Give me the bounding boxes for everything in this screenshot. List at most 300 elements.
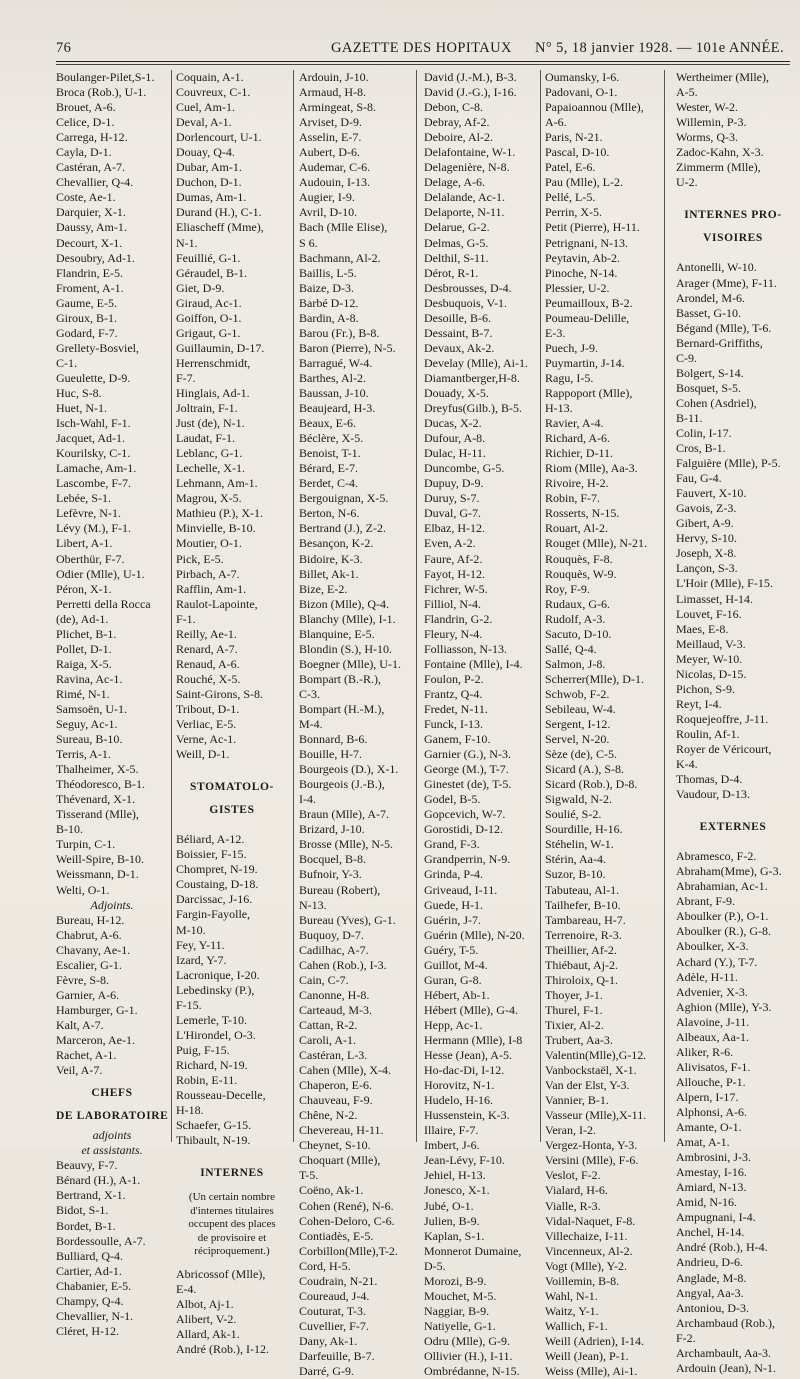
name-entry: Oumansky, I-6. bbox=[545, 70, 620, 84]
name-entry: Minvielle, B-10. bbox=[176, 521, 256, 536]
name-entry: Plessier, U-2. bbox=[545, 280, 610, 295]
name-entry: Daussy, Am-1. bbox=[56, 220, 127, 235]
section-subheading: et assistants. bbox=[81, 1143, 143, 1158]
name-entry: Sergent, I-12. bbox=[545, 717, 611, 732]
name-entry: Just (de), N-1. bbox=[176, 416, 245, 431]
name-entry: Bordessoulle, A-7. bbox=[56, 1233, 146, 1248]
name-entry: Kalt, A-7. bbox=[56, 1017, 104, 1032]
name-entry: C-9. bbox=[676, 350, 697, 365]
name-entry: Weissmann, D-1. bbox=[56, 867, 139, 882]
name-entry: Riom (Mlle), Aa-3. bbox=[545, 461, 638, 476]
name-entry: Chevallier, Q-4. bbox=[56, 175, 134, 190]
name-entry: Giroux, B-1. bbox=[56, 310, 117, 325]
name-entry: Ardouin (Jean), N-1. bbox=[676, 1360, 776, 1375]
name-entry: Rimé, N-1. bbox=[56, 686, 110, 701]
name-entry: Baron (Pierre), N-5. bbox=[299, 340, 396, 355]
name-entry: Falguière (Mlle), P-5. bbox=[676, 456, 781, 471]
name-entry: Abraham(Mme), G-3. bbox=[676, 864, 782, 879]
name-entry: Abrahamian, Ac-1. bbox=[676, 879, 768, 894]
name-entry: Guillaumin, D-17. bbox=[176, 340, 265, 355]
name-entry: Boegner (Mlle), U-1. bbox=[299, 656, 401, 671]
name-entry: Cheynet, S-10. bbox=[299, 1138, 371, 1153]
name-entry: Anglade, M-8. bbox=[676, 1270, 747, 1285]
name-entry: Ambrosini, J-3. bbox=[676, 1150, 751, 1165]
header-rule-thick bbox=[56, 61, 790, 62]
name-entry: Rouquès, F-8. bbox=[545, 551, 613, 566]
name-entry: Duncombe, G-5. bbox=[424, 461, 505, 476]
name-entry: Debray, Af-2. bbox=[424, 115, 490, 130]
name-entry: Chauveau, F-9. bbox=[299, 1093, 373, 1108]
name-entry: Alphonsi, A-6. bbox=[676, 1105, 748, 1119]
name-entry: Veslot, F-2. bbox=[545, 1168, 601, 1183]
name-entry: Alivisatos, F-1. bbox=[676, 1059, 751, 1074]
name-entry: Paris, N-21. bbox=[545, 130, 603, 145]
name-entry: Soulié, S-2. bbox=[545, 807, 602, 822]
name-entry: Blanchy (Mlle), I-1. bbox=[299, 611, 396, 626]
name-entry: Billet, Ak-1. bbox=[299, 566, 359, 581]
name-entry: Stéhelin, W-1. bbox=[545, 837, 614, 852]
name-entry: Poumeau-Delille, bbox=[545, 310, 630, 325]
name-entry: Bufnoir, Y-3. bbox=[299, 867, 362, 882]
name-entry: Saint-Girons, S-8. bbox=[176, 686, 263, 701]
column-divider bbox=[540, 70, 541, 1142]
name-entry: Natiyelle, G-1. bbox=[424, 1318, 496, 1333]
name-entry: Delthil, S-11. bbox=[424, 250, 489, 265]
name-entry: E-4. bbox=[176, 1281, 197, 1296]
name-entry: Herrenschmidt, bbox=[176, 355, 251, 370]
name-entry: Beaujeard, H-3. bbox=[299, 401, 376, 416]
name-entry: C-1. bbox=[56, 355, 77, 370]
name-entry: Delarue, G-2. bbox=[424, 220, 490, 235]
name-entry: Ho-dac-Di, I-12. bbox=[424, 1063, 505, 1078]
name-entry: Champy, Q-4. bbox=[56, 1293, 124, 1308]
name-entry: Van der Elst, Y-3. bbox=[545, 1078, 630, 1093]
name-entry: André (Rob.), I-12. bbox=[176, 1342, 269, 1357]
name-entry: Barbé D-12. bbox=[299, 295, 359, 310]
name-entry: Abramesco, F-2. bbox=[676, 849, 757, 864]
name-entry: Papaioannou (Mlle), bbox=[545, 100, 644, 115]
name-entry: Allard, Ak-1. bbox=[176, 1326, 240, 1341]
name-entry: L'Hoir (Mlle), F-15. bbox=[676, 576, 773, 591]
name-entry: Berdet, C-4. bbox=[299, 476, 358, 491]
name-entry: Desbrousses, D-4. bbox=[424, 280, 512, 295]
name-entry: F-1. bbox=[176, 611, 196, 626]
name-entry: Valentin(Mlle),G-12. bbox=[545, 1048, 647, 1063]
name-entry: Gorostidi, D-12. bbox=[424, 822, 503, 837]
name-entry: Allouche, P-1. bbox=[676, 1074, 746, 1089]
name-entry: Archambaud (Rob.), bbox=[676, 1315, 775, 1330]
name-entry: Lefèvre, N-1. bbox=[56, 506, 121, 521]
section-heading: EXTERNES bbox=[699, 821, 767, 834]
name-entry: Dérot, R-1. bbox=[424, 265, 479, 280]
name-entry: Desoubry, Ad-1. bbox=[56, 250, 135, 265]
name-entry: Rouquès, W-9. bbox=[545, 566, 617, 581]
name-entry: Bach (Mlle Elise), bbox=[299, 220, 388, 235]
name-entry: Meyer, W-10. bbox=[676, 651, 743, 666]
name-entry: Pellé, L-5. bbox=[545, 190, 596, 205]
name-entry: Bardin, A-8. bbox=[299, 310, 359, 325]
name-entry: Rouché, X-5. bbox=[176, 671, 241, 686]
name-entry: Cartier, Ad-1. bbox=[56, 1263, 122, 1278]
issue-info: N° 5, 18 janvier 1928. — 101e ANNÉE. bbox=[535, 40, 784, 56]
name-entry: Avril, D-10. bbox=[299, 205, 358, 220]
name-entry: Reyt, I-4. bbox=[676, 696, 722, 711]
name-entry: Weill-Spire, B-10. bbox=[56, 852, 145, 867]
name-entry: Thévenard, X-1. bbox=[56, 792, 135, 807]
name-entry: Rouart, Al-2. bbox=[545, 521, 608, 536]
name-entry: Verne, Ac-1. bbox=[176, 732, 237, 747]
name-entry: Audouin, I-13. bbox=[299, 175, 370, 190]
name-entry: Braun (Mlle), A-7. bbox=[299, 807, 389, 822]
name-entry: Antoniou, D-3. bbox=[676, 1300, 749, 1315]
name-entry: Lechelle, X-1. bbox=[176, 461, 245, 476]
name-entry: Gibert, A-9. bbox=[676, 516, 734, 531]
name-entry: Vaudour, D-13. bbox=[676, 787, 750, 802]
spacer bbox=[176, 762, 288, 772]
name-entry: Bureau, H-12. bbox=[56, 912, 125, 927]
name-entry: Puig, F-15. bbox=[176, 1042, 230, 1057]
name-entry: Weill, D-1. bbox=[176, 747, 230, 762]
name-entry: Bernard-Griffiths, bbox=[676, 335, 763, 350]
name-entry: Roulin, Af-1. bbox=[676, 726, 740, 741]
name-entry: (de), Ad-1. bbox=[56, 611, 109, 626]
name-entry: Rappoport (Mlle), bbox=[545, 385, 633, 400]
name-entry: Seguy, Ac-1. bbox=[56, 717, 118, 732]
name-entry: Bocquel, B-8. bbox=[299, 852, 366, 867]
name-entry: Frantz, Q-4. bbox=[424, 686, 483, 701]
name-entry: Robin, F-7. bbox=[545, 491, 601, 506]
name-entry: Beaux, E-6. bbox=[299, 416, 356, 431]
name-entry: Arager (Mme), F-11. bbox=[676, 275, 777, 290]
name-entry: Douady, X-5. bbox=[424, 385, 489, 400]
name-entry: Wahl, N-1. bbox=[545, 1288, 598, 1303]
name-entry: Mouchet, M-5. bbox=[424, 1288, 497, 1303]
name-entry: Fichrer, W-5. bbox=[424, 581, 488, 596]
section-heading: INTERNES bbox=[200, 1167, 264, 1180]
name-entry: Chompret, N-19. bbox=[176, 862, 258, 877]
spacer bbox=[676, 839, 790, 849]
name-entry: Carteaud, M-3. bbox=[299, 1002, 372, 1017]
name-entry: Veil, A-7. bbox=[56, 1063, 103, 1078]
name-entry: Vergez-Honta, Y-3. bbox=[545, 1138, 638, 1153]
name-entry: Abrant, F-9. bbox=[676, 894, 735, 909]
column-6 bbox=[676, 70, 790, 1376]
name-entry: Joseph, X-8. bbox=[676, 546, 737, 561]
name-entry: Grandperrin, N-9. bbox=[424, 852, 511, 867]
name-entry: Choquart (Mlle), bbox=[299, 1153, 381, 1168]
name-entry: A-5. bbox=[676, 85, 698, 100]
name-entry: Archambault, Aa-3. bbox=[676, 1345, 771, 1360]
name-entry: Cohen (Asdriel), bbox=[676, 395, 757, 410]
name-entry: Duruy, S-7. bbox=[424, 491, 480, 506]
name-entry: Joltrain, F-1. bbox=[176, 401, 238, 416]
name-entry: Illaire, F-7. bbox=[424, 1123, 479, 1138]
name-entry: Delagenière, N-8. bbox=[424, 160, 510, 175]
name-entry: Elbaz, H-12. bbox=[424, 521, 485, 536]
name-entry: Jonesco, X-1. bbox=[424, 1183, 490, 1198]
name-entry: Peumailloux, B-2. bbox=[545, 295, 633, 310]
name-entry: Mathieu (P.), X-1. bbox=[176, 506, 263, 521]
name-entry: Pirbach, A-7. bbox=[176, 566, 240, 581]
name-entry: Richard, A-6. bbox=[545, 431, 610, 446]
name-entry: Couturat, T-3. bbox=[299, 1303, 367, 1318]
name-entry: Tabuteau, Al-1. bbox=[545, 882, 620, 897]
page-header bbox=[56, 40, 788, 62]
name-entry: Ragu, I-5. bbox=[545, 370, 594, 385]
name-entry: Lehmann, Am-1. bbox=[176, 476, 258, 491]
name-entry: Delaporte, N-11. bbox=[424, 205, 505, 220]
name-entry: U-2. bbox=[676, 175, 698, 190]
name-entry: Turpin, C-1. bbox=[56, 837, 116, 852]
name-entry: Armaud, H-8. bbox=[299, 85, 366, 100]
name-entry: Robin, E-11. bbox=[176, 1073, 238, 1087]
name-entry: George (M.), T-7. bbox=[424, 762, 509, 777]
name-entry: Béclère, X-5. bbox=[299, 431, 364, 446]
name-entry: Lebée, S-1. bbox=[56, 491, 111, 506]
name-entry: Wester, W-2. bbox=[676, 100, 738, 115]
name-entry: Carrega, H-12. bbox=[56, 130, 128, 145]
name-entry: Odru (Mlle), G-9. bbox=[424, 1333, 510, 1348]
name-entry: Vialard, H-6. bbox=[545, 1183, 608, 1198]
name-entry: Guérin, J-7. bbox=[424, 912, 481, 927]
name-entry: Hamburger, G-1. bbox=[56, 1002, 138, 1017]
name-entry: Hussenstein, K-3. bbox=[424, 1108, 510, 1123]
section-subheading: adjoints bbox=[92, 1128, 132, 1143]
name-entry: Bourgeois (J.-B.), bbox=[299, 777, 385, 792]
name-entry: Versini (Mlle), F-6. bbox=[545, 1153, 639, 1168]
name-entry: Adèle, H-11. bbox=[676, 969, 738, 984]
name-entry: Pascal, D-10. bbox=[545, 145, 610, 160]
name-entry: Cuvellier, F-7. bbox=[299, 1318, 369, 1333]
name-entry: L'Hirondel, O-3. bbox=[176, 1027, 256, 1042]
name-entry: Cros, B-1. bbox=[676, 441, 726, 456]
name-entry: Bordet, B-1. bbox=[56, 1218, 116, 1233]
name-entry: Leblanc, G-1. bbox=[176, 446, 243, 461]
name-entry: Cadilhac, A-7. bbox=[299, 942, 369, 957]
name-entry: Bize, E-2. bbox=[299, 581, 348, 596]
name-entry: Chabanier, E-5. bbox=[56, 1278, 132, 1293]
name-entry: N-13. bbox=[299, 897, 327, 912]
name-entry: Bergouignan, X-5. bbox=[299, 491, 389, 506]
name-entry: Ardouin, J-10. bbox=[299, 70, 369, 84]
name-entry: Sèze (de), C-5. bbox=[545, 747, 617, 762]
name-entry: Armingeat, S-8. bbox=[299, 100, 376, 115]
page-number: 76 bbox=[56, 40, 72, 56]
name-entry: Chaperon, E-6. bbox=[299, 1078, 372, 1093]
name-entry: Douay, Q-4. bbox=[176, 145, 235, 160]
name-entry: Ganem, F-10. bbox=[424, 732, 491, 747]
section-heading: GISTES bbox=[209, 804, 255, 817]
name-entry: Chevereau, H-11. bbox=[299, 1123, 384, 1138]
name-entry: Welti, O-1. bbox=[56, 882, 110, 897]
name-entry: Rachet, A-1. bbox=[56, 1048, 117, 1063]
name-entry: Cahen (Mlle), X-4. bbox=[299, 1063, 391, 1078]
name-entry: Voillemin, B-8. bbox=[545, 1273, 620, 1288]
name-entry: Théodoresco, B-1. bbox=[56, 777, 145, 792]
name-entry: Tambareau, H-7. bbox=[545, 912, 626, 927]
name-entry: Delage, A-6. bbox=[424, 175, 485, 190]
name-entry: Escalier, G-1. bbox=[56, 957, 122, 972]
name-entry: Bourgeois (D.), X-1. bbox=[299, 762, 399, 777]
name-entry: Buquoy, D-7. bbox=[299, 927, 364, 942]
name-entry: Fauvert, X-10. bbox=[676, 486, 747, 501]
name-entry: Cayla, D-1. bbox=[56, 145, 112, 160]
name-entry: Lamache, Am-1. bbox=[56, 461, 137, 476]
name-entry: Guede, H-1. bbox=[424, 897, 483, 912]
name-entry: Eliascheff (Mme), bbox=[176, 220, 264, 235]
name-entry: Weill (Jean), P-1. bbox=[545, 1348, 629, 1363]
name-entry: Dreyfus(Gilb.), B-5. bbox=[424, 401, 522, 416]
name-entry: Antonelli, W-10. bbox=[676, 260, 757, 275]
name-entry: Salmon, J-8. bbox=[545, 656, 606, 671]
name-entry: Bertrand, X-1. bbox=[56, 1188, 126, 1203]
name-entry: Amiard, N-13. bbox=[676, 1180, 747, 1195]
name-entry: Isch-Wahl, F-1. bbox=[56, 416, 131, 431]
name-entry: E-3. bbox=[545, 325, 566, 340]
name-entry: Amestay, I-16. bbox=[676, 1165, 747, 1180]
name-entry: Delafontaine, W-1. bbox=[424, 145, 516, 160]
name-entry: Thomas, D-4. bbox=[676, 772, 743, 787]
name-entry: Fèvre, S-8. bbox=[56, 972, 109, 987]
name-entry: Grellety-Bosviel, bbox=[56, 340, 139, 355]
name-entry: Rudolf, A-3. bbox=[545, 611, 606, 626]
name-entry: Brizard, J-10. bbox=[299, 822, 365, 837]
name-entry: Lebedinsky (P.), bbox=[176, 982, 255, 997]
name-entry: Angyal, Aa-3. bbox=[676, 1285, 744, 1300]
name-entry: Amid, N-16. bbox=[676, 1195, 737, 1210]
name-entry: Aboulker, X-3. bbox=[676, 939, 749, 954]
name-entry: Fau, G-4. bbox=[676, 471, 722, 486]
name-entry: Plichet, B-1. bbox=[56, 626, 117, 641]
name-entry: Castéran, A-7. bbox=[56, 160, 125, 175]
name-entry: Vanbockstaël, X-1. bbox=[545, 1063, 637, 1078]
name-entry: Grigaut, G-1. bbox=[176, 325, 241, 340]
column-divider bbox=[664, 70, 665, 1142]
name-entry: Thiébaut, Aj-2. bbox=[545, 957, 618, 972]
name-entry: Sureau, B-10. bbox=[56, 732, 123, 747]
name-entry: Guérin (Mlle), N-20. bbox=[424, 927, 525, 942]
header-rule-thin bbox=[56, 64, 790, 65]
name-entry: K-4. bbox=[676, 757, 698, 772]
journal-title: GAZETTE DES HOPITAUX bbox=[331, 40, 512, 56]
name-entry: Durand (H.), C-1. bbox=[176, 205, 262, 220]
name-entry: Goiffon, O-1. bbox=[176, 310, 242, 325]
section-heading: INTERNES PRO- bbox=[684, 209, 782, 222]
name-entry: Thibault, N-19. bbox=[176, 1133, 251, 1148]
name-entry: Jacquet, Ad-1. bbox=[56, 431, 125, 446]
name-entry: Cattan, R-2. bbox=[299, 1017, 358, 1032]
name-entry: Cain, C-7. bbox=[299, 972, 349, 987]
name-entry: Debon, C-8. bbox=[424, 100, 483, 115]
name-entry: Cuel, Am-1. bbox=[176, 100, 235, 115]
name-entry: Marceron, Ae-1. bbox=[56, 1033, 135, 1047]
name-entry: Ombrédanne, N-15. bbox=[424, 1364, 520, 1379]
name-entry: Coustaing, D-18. bbox=[176, 877, 259, 892]
section-heading: VISOIRES bbox=[703, 232, 763, 245]
name-entry: Richier, D-11. bbox=[545, 446, 614, 461]
name-entry: Dulac, H-11. bbox=[424, 446, 486, 461]
section-subheading: Adjoints. bbox=[90, 897, 134, 912]
name-entry: I-4. bbox=[299, 792, 316, 807]
name-entry: Pinoche, N-14. bbox=[545, 265, 618, 280]
name-entry: Petrignani, N-13. bbox=[545, 235, 628, 250]
name-entry: Renard, A-7. bbox=[176, 641, 238, 656]
name-entry: Suzor, B-10. bbox=[545, 867, 606, 882]
name-entry: Giraud, Ac-1. bbox=[176, 295, 242, 310]
name-entry: Bizon (Mlle), Q-4. bbox=[299, 596, 389, 611]
name-entry: Ducas, X-2. bbox=[424, 416, 482, 431]
name-entry: Devaux, Ak-2. bbox=[424, 340, 495, 355]
name-entry: Blondin (S.), H-10. bbox=[299, 641, 392, 656]
name-entry: Bulliard, Q-4. bbox=[56, 1248, 123, 1263]
name-entry: Coste, Ae-1. bbox=[56, 190, 116, 205]
name-entry: Hébert, Ab-1. bbox=[424, 987, 490, 1002]
name-entry: Achard (Y.), T-7. bbox=[676, 954, 758, 969]
name-entry: Servel, N-20. bbox=[545, 732, 610, 747]
name-entry: Giet, D-9. bbox=[176, 280, 225, 295]
name-entry: Laudat, F-1. bbox=[176, 431, 235, 446]
name-entry: Besançon, K-2. bbox=[299, 536, 374, 551]
name-entry: Gavois, Z-3. bbox=[676, 501, 737, 516]
name-entry: Willemin, P-3. bbox=[676, 115, 747, 130]
name-entry: Aubert, D-6. bbox=[299, 145, 360, 160]
name-entry: Hesse (Jean), A-5. bbox=[424, 1048, 512, 1063]
name-entry: Foulon, P-2. bbox=[424, 671, 484, 686]
name-entry: Chavany, Ae-1. bbox=[56, 942, 131, 957]
column-5 bbox=[545, 70, 657, 1379]
name-entry: Andrieu, D-6. bbox=[676, 1255, 743, 1270]
column-3 bbox=[299, 70, 411, 1379]
name-entry: Richard, N-19. bbox=[176, 1057, 248, 1072]
name-entry: Delmas, G-5. bbox=[424, 235, 489, 250]
name-entry: Cléret, H-12. bbox=[56, 1323, 119, 1338]
name-entry: Hudelo, H-16. bbox=[424, 1093, 493, 1108]
name-entry: Dufour, A-8. bbox=[424, 431, 486, 446]
name-entry: Bompart (B.-R.), bbox=[299, 671, 381, 686]
name-entry: Waitz, Y-1. bbox=[545, 1303, 599, 1318]
name-entry: Broca (Rob.), U-1. bbox=[56, 85, 147, 100]
name-entry: M-10. bbox=[176, 922, 206, 937]
name-entry: Ampugnani, I-4. bbox=[676, 1210, 756, 1225]
name-entry: Sicard (Rob.), D-8. bbox=[545, 777, 638, 792]
name-entry: Royer de Véricourt, bbox=[676, 741, 772, 756]
name-entry: Albeaux, Aa-1. bbox=[676, 1029, 749, 1044]
name-entry: Godel, B-5. bbox=[424, 792, 481, 807]
name-entry: Fayot, H-12. bbox=[424, 566, 485, 581]
name-entry: Vogt (Mlle), Y-2. bbox=[545, 1258, 627, 1273]
name-entry: Vincenneux, Al-2. bbox=[545, 1243, 633, 1258]
name-entry: Thiroloix, Q-1. bbox=[545, 972, 618, 987]
name-entry: Libert, A-1. bbox=[56, 536, 113, 551]
name-entry: F-7. bbox=[176, 370, 196, 385]
name-entry: Faure, Af-2. bbox=[424, 551, 483, 566]
name-entry: Samsoën, U-1. bbox=[56, 701, 127, 716]
spacer bbox=[676, 250, 790, 260]
name-entry: Ginestet (de), T-5. bbox=[424, 777, 512, 792]
name-entry: Rosserts, N-15. bbox=[545, 506, 620, 521]
name-entry: Baillis, L-5. bbox=[299, 265, 357, 280]
name-entry: Cohen (René), N-6. bbox=[299, 1198, 394, 1213]
name-entry: Baussan, J-10. bbox=[299, 385, 369, 400]
name-entry: Huet, N-1. bbox=[56, 401, 107, 416]
name-entry: Arviset, D-9. bbox=[299, 115, 362, 130]
name-entry: Diamantberger,H-8. bbox=[424, 370, 520, 385]
name-entry: Delalande, Ac-1. bbox=[424, 190, 505, 205]
name-entry: Puech, J-9. bbox=[545, 340, 598, 355]
column-divider bbox=[171, 70, 172, 1142]
column-1 bbox=[56, 70, 168, 1339]
section-heading: CHEFS bbox=[91, 1087, 133, 1100]
